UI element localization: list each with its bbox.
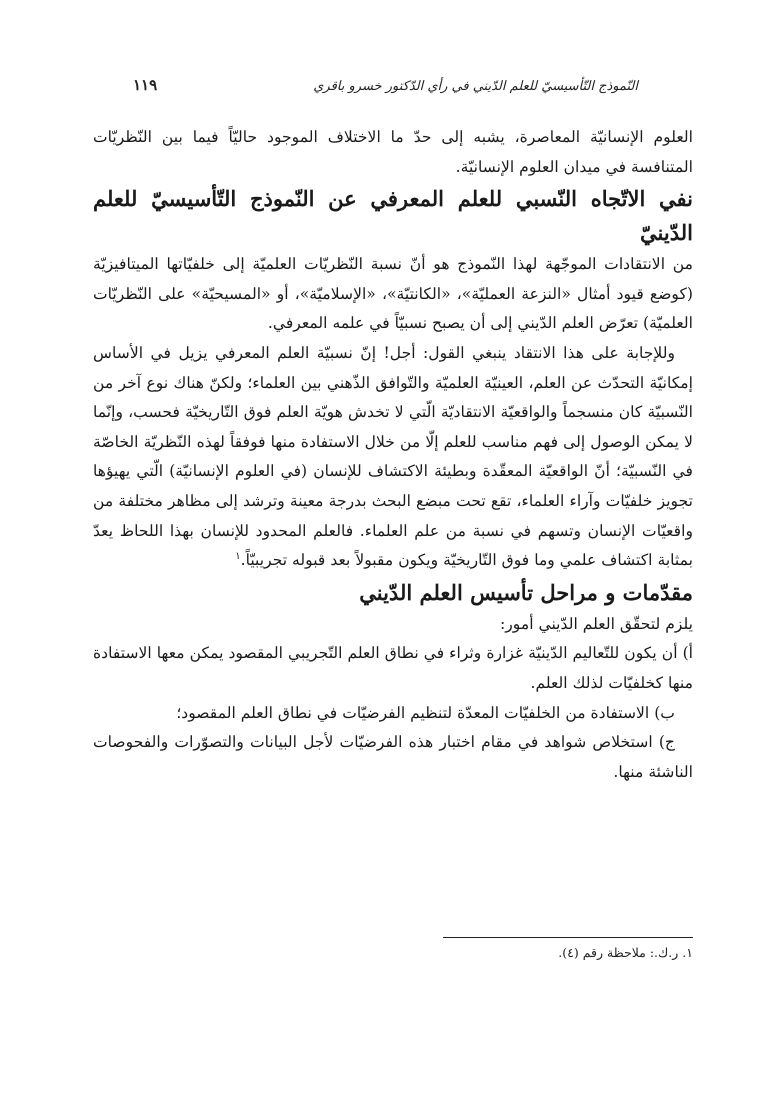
- list-item-c: ج) استخلاص شواهد في مقام اختبار هذه الفرضيّات لأجل البيانات والتصوّرات والفحوصات الناشئة منها.: [93, 733, 693, 781]
- paragraph-requirements-intro: يلزم لتحقّق العلم الدّيني أمور:: [500, 614, 693, 633]
- list-item-a: أ) أن يكون للتّعاليم الدّينيّة غزارة وثراء في نطاق العلم التّجريبي المقصود يمكن معها الاستفادة منها كخلفيّات لذلك العلم.: [93, 644, 693, 692]
- paragraph-continuation: العلوم الإنسانيّة المعاصرة، يشبه إلى حدّ ما الاختلاف الموجود حاليّاً فيما بين النّظريّات المتنافسة في ميدان العلوم الإنسانيّة.: [93, 128, 693, 176]
- footnote: ١. ر.ك.: ملاحظة رقم (٤).: [558, 945, 693, 960]
- section-heading-stages: مقدّمات و مراحل تأسيس العلم الدّيني: [359, 579, 693, 605]
- footnote-marker: ١: [235, 550, 241, 562]
- footnote-divider: [443, 937, 693, 938]
- paragraph-criticism: من الانتقادات الموجّهة لهذا النّموذج هو أنّ نسبة النّظريّات العلميّة إلى خلفيّاتها الميتافيزيّة (كوضع قيود أمثال «النزعة العمليّة»، «الكانتيّة»، «الإسلاميّة»، أو «المسيحيّة» على النّظريّات العلميّة) تعرّض العلم الدّيني إلى أن يصبح نسبيّاً في علمه المعرفي.: [93, 255, 693, 333]
- section-heading-relativism: نفي الاتّجاه النّسبي للعلم المعرفي عن النّموذج التّأسيسيّ للعلم الدّينيّ: [93, 186, 693, 246]
- paragraph-response-text: وللإجابة على هذا الانتقاد ينبغي القول: أجل! إنّ نسبيّة العلم المعرفي يزيل في الأساس إمكانيّة التحدّث عن العلم، العينيّة العلميّة والتّوافق الذّهني بين العلماء؛ ولكنّ هناك نوع آخر من النّسبيّة كان منسجماً والواقعيّة الانتقاديّة الّتي لا تخدش هويّة العلم فوق التّاريخيّة فحسب، وإنّما لا يمكن الوصول إلى فهم مناسب للعلم إلّا من خلال الاستفادة منها فوفقاً لهذه النّظريّة الخاصّة في النّسبيّة؛ أنّ الواقعيّة المعقّدة وبطيئة الاكتشاف للإنسان (في العلوم الإنسانيّة) الّتي يهيؤها تجويز خلفيّات وآراء العلماء، تقع تحت مبضع البحث بدرجة معينة وترشد إلى مظاهر مختلفة من واقعيّات الإنسان وتسهم في نسبة من علم العلماء. فالعلم المحدود للإنسان بهذا اللحاظ يعدّ بمثابة اكتشاف علمي وما فوق التّاريخيّة ويكون مقبولاً بعد قبوله تجريبيّاً.: [93, 343, 693, 570]
- running-head: [133, 76, 638, 94]
- page-number: ١١٩: [133, 76, 158, 94]
- list-item-b: ب) الاستفادة من الخلفيّات المعدّة لتنظيم الفرضيّات في نطاق العلم المقصود؛: [176, 703, 675, 722]
- running-head-title: النّموذج التّأسيسيّ للعلم الدّيني في رأي الدّكتور خسرو باقري: [313, 79, 638, 94]
- paragraph-response: [93, 339, 693, 576]
- page-body: [93, 123, 693, 787]
